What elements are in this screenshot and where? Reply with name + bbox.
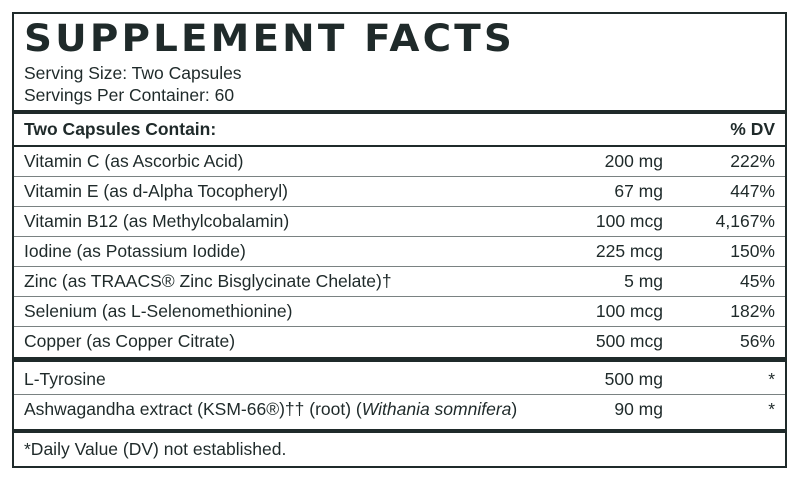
header-row [24,115,775,144]
nutrient-amount: 100 mcg [595,301,663,321]
nutrient-name: Zinc (as TRAACS® Zinc Bisglycinate Chelate)† [24,271,392,291]
ingredient-name-prefix: Ashwagandha extract (KSM-66®)†† (root) ( [24,399,362,419]
table-row [24,297,775,326]
nutrient-amount: 500 mcg [595,331,663,351]
ingredient-amount: 90 mg [614,399,663,419]
divider-thick [14,429,785,433]
nutrient-name: Vitamin E (as d-Alpha Tocopheryl) [24,181,288,201]
ingredient-name: L-Tyrosine [24,369,106,389]
nutrient-name: Vitamin C (as Ascorbic Acid) [24,151,244,171]
divider-thick [14,357,785,362]
nutrient-dv: 56% [739,331,775,351]
contain-label: Two Capsules Contain: [24,119,217,139]
table-row [24,237,775,266]
nutrient-name: Selenium (as L-Selenomethionine) [24,301,293,321]
ingredient-amount: 500 mg [604,369,663,389]
table-row [24,267,775,296]
dv-header: % DV [730,119,775,139]
nutrient-dv: 150% [730,241,775,261]
ingredient-name-suffix: ) [511,399,518,419]
footnote: *Daily Value (DV) not established. [24,439,287,459]
nutrient-dv: 182% [730,301,775,321]
nutrient-dv: 222% [730,151,775,171]
nutrient-dv: 45% [739,271,775,291]
supplement-facts-panel [12,12,787,468]
table-row [24,327,775,356]
nutrient-amount: 225 mcg [595,241,663,261]
nutrient-dv: 447% [730,181,775,201]
nutrient-dv: 4,167% [715,211,775,231]
nutrient-name: Iodine (as Potassium Iodide) [24,241,246,261]
table-row [24,207,775,236]
nutrient-amount: 200 mg [604,151,663,171]
nutrient-name: Vitamin B12 (as Methylcobalamin) [24,211,290,231]
nutrient-amount: 67 mg [614,181,663,201]
nutrient-name: Copper (as Copper Citrate) [24,331,236,351]
ingredient-dv: * [768,399,775,419]
ingredient-name [24,395,517,424]
table-row [24,395,775,424]
table-row [24,177,775,206]
nutrient-amount: 100 mcg [595,211,663,231]
table-row [24,147,775,176]
divider-thick [14,110,785,114]
panel-title: SUPPLEMENT FACTS [24,17,516,60]
servings-per-container: Servings Per Container: 60 [24,85,235,105]
serving-size: Serving Size: Two Capsules [24,63,242,83]
nutrient-amount: 5 mg [624,271,663,291]
ingredient-dv: * [768,369,775,389]
ingredient-latin-name: Withania somnifera [361,399,512,419]
table-row [24,365,775,394]
